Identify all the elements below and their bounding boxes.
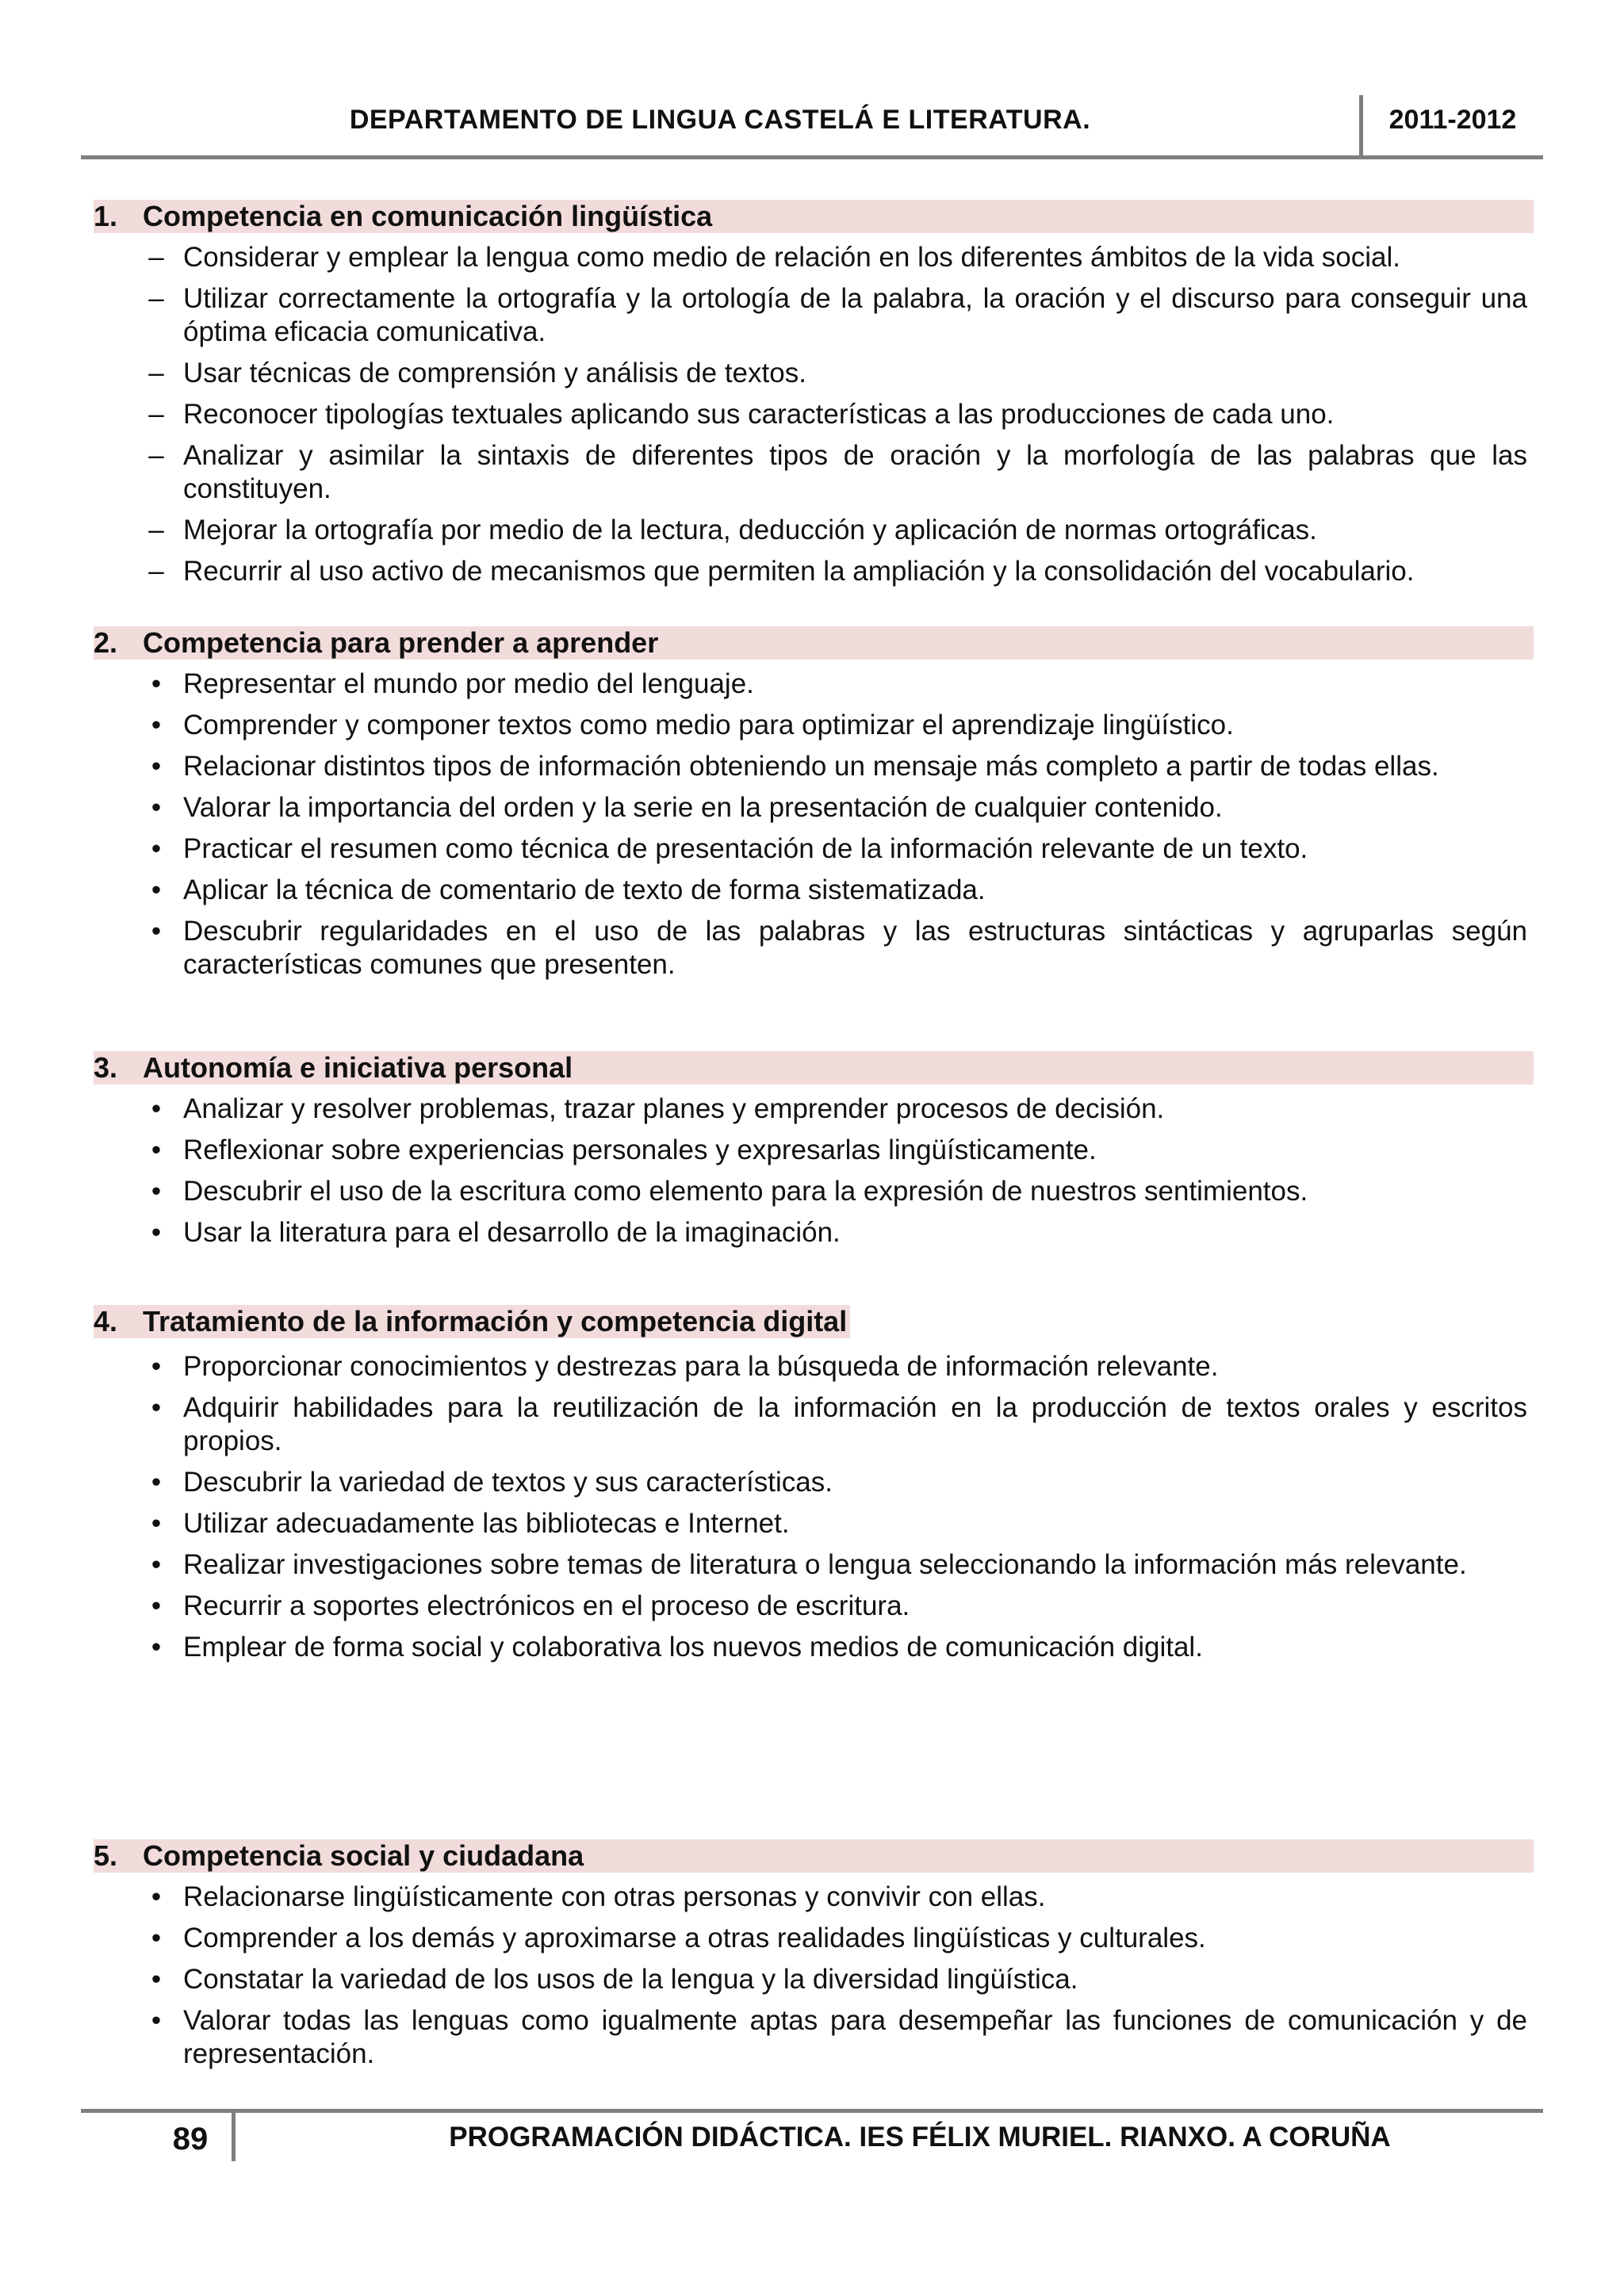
section-title: Competencia social y ciudadana xyxy=(143,1839,584,1872)
bullet-marker: • xyxy=(151,751,162,782)
list-item: • Reflexionar sobre experiencias personales y expresarlas lingüísticamente. xyxy=(94,1134,1534,1167)
list-item: • Comprender y componer textos como medio para optimizar el aprendizaje lingüístico. xyxy=(94,709,1534,742)
list-item: • Comprender a los demás y aproximarse a otras realidades lingüísticas y culturales. xyxy=(94,1922,1534,1955)
bullet-marker: • xyxy=(151,792,162,823)
bullet-marker: • xyxy=(151,1964,162,1995)
header-title: DEPARTAMENTO DE LINGUA CASTELÁ E LITERATURA. xyxy=(349,105,1091,135)
dash-marker: – xyxy=(148,242,164,273)
list-item: • Usar la literatura para el desarrollo de la imaginación. xyxy=(94,1216,1534,1249)
list-item: • Constatar la variedad de los usos de la lengua y la diversidad lingüística. xyxy=(94,1963,1534,1996)
list-item: • Relacionar distintos tipos de información obteniendo un mensaje más completo a partir de todas ellas. xyxy=(94,750,1534,783)
list-item: • Analizar y resolver problemas, trazar planes y emprender procesos de decisión. xyxy=(94,1093,1534,1126)
bullet-marker: • xyxy=(151,1923,162,1954)
section-number: 4. xyxy=(94,1305,118,1337)
bullet-marker: • xyxy=(151,1176,162,1207)
list-item: • Utilizar adecuadamente las bibliotecas e Internet. xyxy=(94,1507,1534,1540)
item-list xyxy=(94,1093,1534,1249)
bullet-marker: • xyxy=(151,1632,162,1663)
section-3 xyxy=(94,1051,1534,1249)
list-item: – Analizar y asimilar la sintaxis de diferentes tipos de oración y la morfología de las palabras que las constituyen. xyxy=(94,439,1534,506)
bullet-marker: • xyxy=(151,1217,162,1248)
section-5 xyxy=(94,1839,1534,2071)
list-item: • Representar el mundo por medio del lenguaje. xyxy=(94,668,1534,701)
list-item: • Emplear de forma social y colaborativa los nuevos medios de comunicación digital. xyxy=(94,1631,1534,1664)
section-title: Competencia en comunicación lingüística xyxy=(143,200,713,232)
bullet-marker: • xyxy=(151,916,162,947)
list-item: • Descubrir la variedad de textos y sus características. xyxy=(94,1466,1534,1499)
bullet-marker: • xyxy=(151,1549,162,1580)
list-item: • Descubrir el uso de la escritura como elemento para la expresión de nuestros sentimientos. xyxy=(94,1175,1534,1208)
list-item: – Recurrir al uso activo de mecanismos que permiten la ampliación y la consolidación del vocabulario. xyxy=(94,555,1534,588)
section-1 xyxy=(94,200,1534,588)
bullet-marker: • xyxy=(151,1881,162,1912)
bullet-marker: • xyxy=(151,1508,162,1539)
bullet-marker: • xyxy=(151,1590,162,1621)
item-list xyxy=(94,1881,1534,2071)
list-item: • Recurrir a soportes electrónicos en el proceso de escritura. xyxy=(94,1590,1534,1623)
footer-rule xyxy=(81,2109,1543,2113)
bullet-marker: • xyxy=(151,2005,162,2036)
section-2 xyxy=(94,626,1534,982)
section-4 xyxy=(94,1305,1534,1664)
list-item: • Proporcionar conocimientos y destrezas para la búsqueda de información relevante. xyxy=(94,1350,1534,1383)
bullet-marker: • xyxy=(151,1135,162,1165)
bullet-marker: • xyxy=(151,1392,162,1423)
item-list xyxy=(94,668,1534,982)
bullet-marker: • xyxy=(151,710,162,740)
footer-divider xyxy=(232,2110,236,2161)
bullet-marker: • xyxy=(151,1467,162,1498)
dash-marker: – xyxy=(148,515,164,545)
list-item: – Utilizar correctamente la ortografía y la ortología de la palabra, la oración y el discurso para conseguir una óptima eficacia comunicativa. xyxy=(94,282,1534,349)
dash-marker: – xyxy=(148,399,164,430)
section-heading xyxy=(94,1305,850,1338)
page-number: 89 xyxy=(172,2122,209,2156)
list-item: • Valorar la importancia del orden y la serie en la presentación de cualquier contenido. xyxy=(94,791,1534,825)
section-number: 2. xyxy=(94,626,118,659)
section-title: Autonomía e iniciativa personal xyxy=(143,1051,573,1084)
bullet-marker: • xyxy=(151,668,162,699)
section-heading xyxy=(94,626,1534,660)
header-year: 2011-2012 xyxy=(1388,105,1517,135)
section-heading xyxy=(94,200,1534,233)
list-item: • Descubrir regularidades en el uso de las palabras y las estructuras sintácticas y agruparlas según características comunes que presenten. xyxy=(94,915,1534,982)
section-title: Competencia para prender a aprender xyxy=(143,626,659,659)
section-heading xyxy=(94,1051,1534,1085)
header-rule xyxy=(81,155,1543,159)
bullet-marker: • xyxy=(151,833,162,864)
dash-marker: – xyxy=(148,358,164,388)
item-list xyxy=(94,1350,1534,1664)
section-title: Tratamiento de la información y competencia digital xyxy=(143,1305,848,1337)
bullet-marker: • xyxy=(151,1351,162,1382)
item-list xyxy=(94,241,1534,588)
section-number: 5. xyxy=(94,1839,118,1872)
list-item: – Usar técnicas de comprensión y análisis de textos. xyxy=(94,357,1534,390)
dash-marker: – xyxy=(148,440,164,471)
list-item: • Aplicar la técnica de comentario de texto de forma sistematizada. xyxy=(94,874,1534,907)
list-item: – Reconocer tipologías textuales aplicando sus características a las producciones de cada uno. xyxy=(94,398,1534,431)
list-item: • Relacionarse lingüísticamente con otras personas y convivir con ellas. xyxy=(94,1881,1534,1914)
list-item: • Adquirir habilidades para la reutilización de la información en la producción de textos orales y escritos propios. xyxy=(94,1391,1534,1458)
dash-marker: – xyxy=(148,283,164,314)
list-item: – Considerar y emplear la lengua como medio de relación en los diferentes ámbitos de la vida social. xyxy=(94,241,1534,274)
bullet-marker: • xyxy=(151,1093,162,1124)
list-item: • Valorar todas las lenguas como igualmente aptas para desempeñar las funciones de comunicación y de representación. xyxy=(94,2004,1534,2071)
section-number: 3. xyxy=(94,1051,118,1084)
header-divider xyxy=(1359,95,1363,159)
list-item: • Practicar el resumen como técnica de presentación de la información relevante de un texto. xyxy=(94,832,1534,866)
section-heading xyxy=(94,1839,1534,1873)
footer-title: PROGRAMACIÓN DIDÁCTICA. IES FÉLIX MURIEL. RIANXO. A CORUÑA xyxy=(449,2122,1391,2152)
section-number: 1. xyxy=(94,200,118,232)
dash-marker: – xyxy=(148,556,164,587)
list-item: – Mejorar la ortografía por medio de la lectura, deducción y aplicación de normas ortográficas. xyxy=(94,514,1534,547)
bullet-marker: • xyxy=(151,874,162,905)
list-item: • Realizar investigaciones sobre temas de literatura o lengua seleccionando la información más relevante. xyxy=(94,1548,1534,1582)
